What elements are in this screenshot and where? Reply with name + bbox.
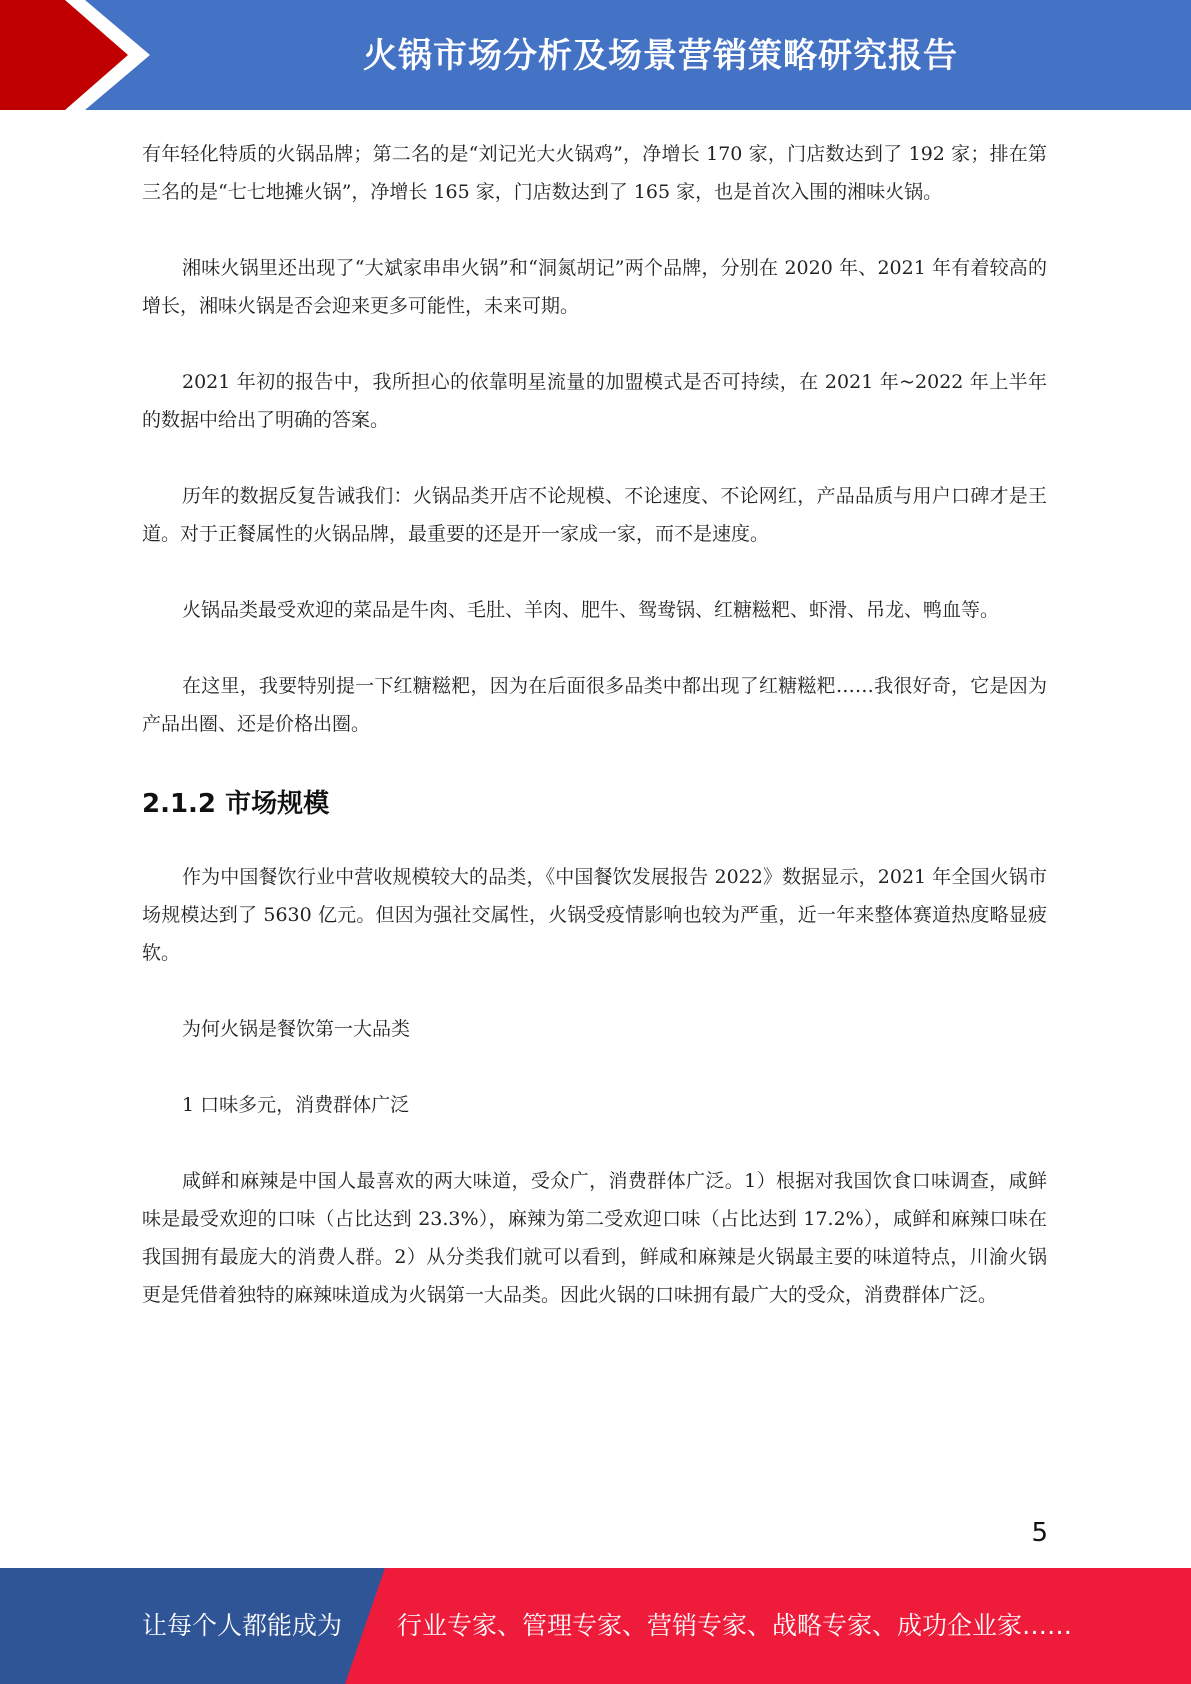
paragraph: 作为中国餐饮行业中营收规模较大的品类，《中国餐饮发展报告 2022》数据显示，2021 年全国火锅市场规模达到了 5630 亿元。但因为强社交属性，火锅受疫情影响也较为严重，近一年来整体赛道热度略显疲软。	[142, 866, 1047, 964]
footer-slogan-right: 行业专家、管理专家、营销专家、战略专家、成功企业家……	[397, 1611, 1073, 1640]
section-heading: 2.1.2 市场规模	[142, 789, 330, 819]
subheading: 为何火锅是餐饮第一大品类	[182, 1018, 411, 1040]
paragraph: 有年轻化特质的火锅品牌；第二名的是“刘记光大火锅鸡”，净增长 170 家，门店数达到了 192 家；排在第三名的是“七七地摊火锅”，净增长 165 家，门店数达到了 165 家，也是首次入围的湘味火锅。	[142, 143, 1047, 203]
list-heading: 1 口味多元，消费群体广泛	[182, 1094, 410, 1116]
page-header	[0, 0, 1191, 110]
paragraph: 在这里，我要特别提一下红糖糍粑，因为在后面很多品类中都出现了红糖糍粑……我很好奇，它是因为产品出圈、还是价格出圈。	[142, 675, 1047, 735]
page-content	[142, 135, 1047, 1314]
page-number: 5	[1031, 1518, 1048, 1548]
paragraph: 咸鲜和麻辣是中国人最喜欢的两大味道，受众广，消费群体广泛。1）根据对我国饮食口味调查，咸鲜味是最受欢迎的口味（占比达到 23.3%），麻辣为第二受欢迎口味（占比达到 17.2%），咸鲜和麻辣口味在我国拥有最庞大的消费人群。2）从分类我们就可以看到，鲜咸和麻辣是火锅最主要的味道特点，川渝火锅更是凭借着独特的麻辣味道成为火锅第一大品类。因此火锅的口味拥有最广大的受众，消费群体广泛。	[142, 1170, 1047, 1306]
page-footer	[0, 1568, 1191, 1684]
paragraph: 火锅品类最受欢迎的菜品是牛肉、毛肚、羊肉、肥牛、鸳鸯锅、红糖糍粑、虾滑、吊龙、鸭血等。	[182, 599, 1000, 621]
footer-slogan-left: 让每个人都能成为	[142, 1611, 343, 1640]
paragraph: 2021 年初的报告中，我所担心的依靠明星流量的加盟模式是否可持续，在 2021 年~2022 年上半年的数据中给出了明确的答案。	[142, 371, 1047, 431]
report-title: 火锅市场分析及场景营销策略研究报告	[363, 36, 958, 76]
paragraph: 湘味火锅里还出现了“大斌家串串火锅”和“洞氮胡记”两个品牌，分别在 2020 年、2021 年有着较高的增长，湘味火锅是否会迎来更多可能性，未来可期。	[142, 257, 1047, 317]
paragraph: 历年的数据反复告诫我们：火锅品类开店不论规模、不论速度、不论网红，产品品质与用户口碑才是王道。对于正餐属性的火锅品牌，最重要的还是开一家成一家，而不是速度。	[142, 485, 1047, 545]
